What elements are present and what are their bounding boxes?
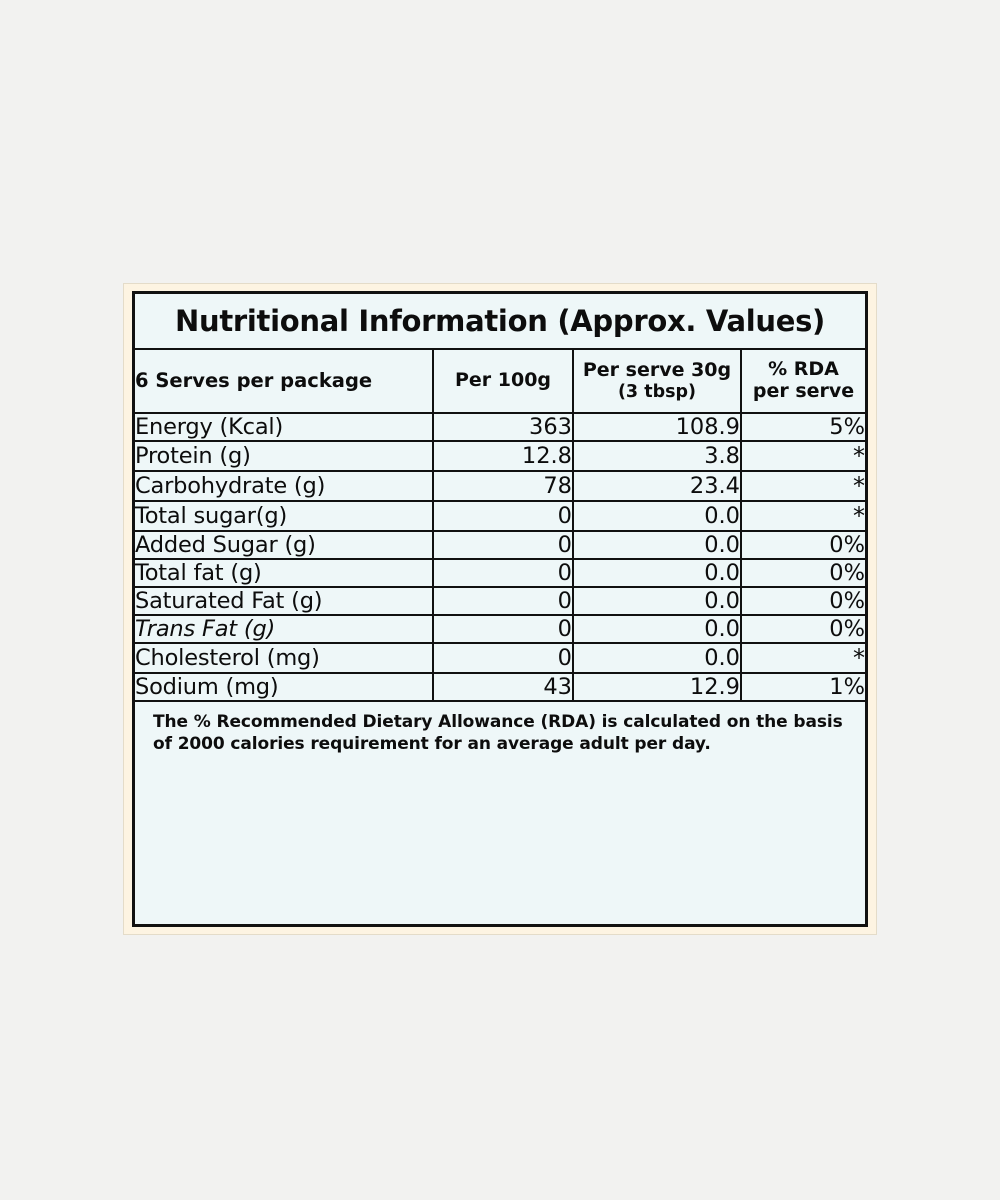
table-row bbox=[135, 501, 865, 531]
nutrition-label-panel bbox=[124, 284, 876, 934]
value-per-100g: 43 bbox=[433, 673, 573, 701]
value-rda: 0% bbox=[741, 531, 865, 559]
table-row bbox=[135, 441, 865, 471]
nutrition-table bbox=[135, 348, 865, 702]
rda-footnote: The % Recommended Dietary Allowance (RDA) is calculated on the basis of 2000 calories requirement for an average adult per day. bbox=[153, 711, 843, 754]
table-row bbox=[135, 673, 865, 701]
column-header-rda-line1: % RDA bbox=[768, 358, 839, 381]
nutrient-name: Saturated Fat (g) bbox=[135, 587, 433, 615]
value-rda: 5% bbox=[741, 413, 865, 441]
column-header-per-serve bbox=[573, 349, 741, 413]
value-per-100g: 0 bbox=[433, 643, 573, 673]
nutrient-name: Total fat (g) bbox=[135, 559, 433, 587]
value-per-100g: 0 bbox=[433, 587, 573, 615]
value-rda: * bbox=[741, 643, 865, 673]
value-per-serve: 0.0 bbox=[573, 559, 741, 587]
value-per-100g: 12.8 bbox=[433, 441, 573, 471]
column-header-per-serve-line1: Per serve 30g bbox=[582, 358, 732, 381]
column-header-rda-line2: per serve bbox=[752, 379, 855, 402]
value-per-100g: 0 bbox=[433, 615, 573, 643]
nutrient-name: Added Sugar (g) bbox=[135, 531, 433, 559]
value-per-serve: 0.0 bbox=[573, 501, 741, 531]
nutrient-name: Cholesterol (mg) bbox=[135, 643, 433, 673]
value-per-serve: 23.4 bbox=[573, 471, 741, 501]
table-row bbox=[135, 587, 865, 615]
nutrient-name: Carbohydrate (g) bbox=[135, 471, 433, 501]
value-per-serve: 3.8 bbox=[573, 441, 741, 471]
value-per-100g: 78 bbox=[433, 471, 573, 501]
table-row bbox=[135, 615, 865, 643]
nutrient-name: Protein (g) bbox=[135, 441, 433, 471]
value-per-100g: 363 bbox=[433, 413, 573, 441]
value-rda: 0% bbox=[741, 559, 865, 587]
column-header-per-100g: Per 100g bbox=[433, 349, 573, 413]
value-rda: 0% bbox=[741, 615, 865, 643]
value-per-serve: 0.0 bbox=[573, 587, 741, 615]
column-header-per-serve-line2: (3 tbsp) bbox=[617, 381, 697, 402]
value-rda: * bbox=[741, 441, 865, 471]
value-rda: 0% bbox=[741, 587, 865, 615]
table-header-row bbox=[135, 349, 865, 413]
value-per-serve: 0.0 bbox=[573, 615, 741, 643]
value-rda: 1% bbox=[741, 673, 865, 701]
nutrition-label-card bbox=[132, 291, 868, 927]
value-per-serve: 0.0 bbox=[573, 531, 741, 559]
column-header-serves: 6 Serves per package bbox=[135, 349, 433, 413]
nutrient-name: Total sugar(g) bbox=[135, 501, 433, 531]
value-per-serve: 108.9 bbox=[573, 413, 741, 441]
nutrient-name: Sodium (mg) bbox=[135, 673, 433, 701]
table-row bbox=[135, 471, 865, 501]
value-rda: * bbox=[741, 501, 865, 531]
table-row bbox=[135, 559, 865, 587]
nutrition-title: Nutritional Information (Approx. Values) bbox=[175, 304, 825, 338]
table-row bbox=[135, 643, 865, 673]
value-per-100g: 0 bbox=[433, 501, 573, 531]
value-per-serve: 0.0 bbox=[573, 643, 741, 673]
table-row bbox=[135, 413, 865, 441]
table-body bbox=[135, 413, 865, 701]
table-header bbox=[135, 349, 865, 413]
value-per-serve: 12.9 bbox=[573, 673, 741, 701]
nutrient-name: Trans Fat (g) bbox=[135, 615, 433, 643]
value-per-100g: 0 bbox=[433, 559, 573, 587]
column-header-rda bbox=[741, 349, 865, 413]
nutrient-name: Energy (Kcal) bbox=[135, 413, 433, 441]
value-per-100g: 0 bbox=[433, 531, 573, 559]
value-rda: * bbox=[741, 471, 865, 501]
table-row bbox=[135, 531, 865, 559]
